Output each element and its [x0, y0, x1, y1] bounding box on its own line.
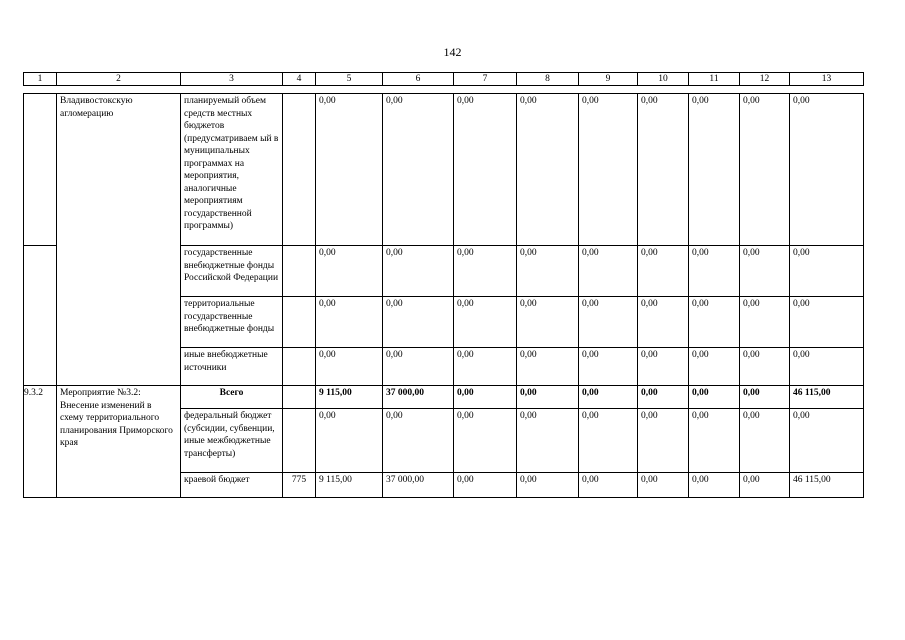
header-cell: 13 — [790, 73, 864, 86]
value-cell: 0,00 — [689, 297, 740, 348]
page-number: 142 — [443, 45, 462, 59]
value-cell: 46 115,00 — [790, 386, 864, 409]
funding-source-cell: иные внебюджетные источники — [181, 348, 283, 386]
value-cell: 0,00 — [579, 409, 638, 473]
row-number-cell — [24, 94, 57, 246]
value-cell: 37 000,00 — [383, 386, 454, 409]
row-number-cell: 9.3.2 — [24, 386, 57, 498]
budget-table — [23, 93, 864, 498]
value-cell: 0,00 — [638, 348, 689, 386]
header-cell: 6 — [383, 73, 454, 86]
header-cell: 3 — [181, 73, 283, 86]
funding-source-cell: краевой бюджет — [181, 473, 283, 498]
value-cell: 0,00 — [790, 246, 864, 297]
funding-source-cell: федеральный бюджет (субсидии, субвенции, иные межбюджетные трансферты) — [181, 409, 283, 473]
value-cell: 0,00 — [740, 297, 790, 348]
value-cell: 0,00 — [790, 409, 864, 473]
value-cell: 0,00 — [579, 473, 638, 498]
value-cell: 0,00 — [740, 473, 790, 498]
header-cell: 1 — [24, 73, 57, 86]
value-cell: 0,00 — [383, 409, 454, 473]
value-cell: 0,00 — [689, 246, 740, 297]
measure-name-cell: Владивостокскую агломерацию — [57, 94, 181, 386]
value-cell: 9 115,00 — [316, 473, 383, 498]
value-cell: 0,00 — [579, 94, 638, 246]
value-cell: 0,00 — [689, 348, 740, 386]
value-cell: 0,00 — [579, 386, 638, 409]
header-cell: 10 — [638, 73, 689, 86]
code-cell — [283, 409, 316, 473]
value-cell: 0,00 — [383, 246, 454, 297]
header-cell: 4 — [283, 73, 316, 86]
header-cell: 2 — [57, 73, 181, 86]
funding-source-total-cell: Всего — [181, 386, 283, 409]
row-number-cell — [24, 246, 57, 386]
code-cell — [283, 246, 316, 297]
header-cell: 9 — [579, 73, 638, 86]
code-cell: 775 — [283, 473, 316, 498]
value-cell: 0,00 — [579, 246, 638, 297]
value-cell: 0,00 — [790, 348, 864, 386]
value-cell: 0,00 — [689, 473, 740, 498]
value-cell: 0,00 — [638, 409, 689, 473]
value-cell: 0,00 — [454, 348, 517, 386]
value-cell: 0,00 — [454, 386, 517, 409]
column-header-table — [23, 72, 864, 86]
value-cell: 0,00 — [383, 94, 454, 246]
value-cell: 0,00 — [454, 409, 517, 473]
value-cell: 0,00 — [689, 94, 740, 246]
value-cell: 37 000,00 — [383, 473, 454, 498]
value-cell: 0,00 — [740, 246, 790, 297]
header-cell: 11 — [689, 73, 740, 86]
value-cell: 0,00 — [790, 297, 864, 348]
value-cell: 0,00 — [638, 297, 689, 348]
value-cell: 0,00 — [517, 94, 579, 246]
value-cell: 0,00 — [517, 246, 579, 297]
value-cell: 0,00 — [383, 348, 454, 386]
value-cell: 0,00 — [316, 409, 383, 473]
value-cell: 0,00 — [638, 94, 689, 246]
measure-name-cell: Мероприятие №3.2: Внесение изменений в схему территориального планирования Приморского края — [57, 386, 181, 498]
value-cell: 0,00 — [517, 473, 579, 498]
value-cell: 0,00 — [740, 348, 790, 386]
header-cell: 7 — [454, 73, 517, 86]
header-cell: 8 — [517, 73, 579, 86]
funding-source-cell: государственные внебюджетные фонды Российской Федерации — [181, 246, 283, 297]
value-cell: 0,00 — [454, 473, 517, 498]
value-cell: 0,00 — [638, 386, 689, 409]
value-cell: 0,00 — [740, 386, 790, 409]
header-cell: 12 — [740, 73, 790, 86]
value-cell: 0,00 — [316, 297, 383, 348]
value-cell: 0,00 — [454, 246, 517, 297]
value-cell: 0,00 — [454, 297, 517, 348]
value-cell: 0,00 — [689, 386, 740, 409]
header-row — [24, 73, 864, 86]
value-cell: 0,00 — [517, 386, 579, 409]
value-cell: 46 115,00 — [790, 473, 864, 498]
value-cell: 0,00 — [638, 246, 689, 297]
value-cell: 0,00 — [517, 348, 579, 386]
funding-source-cell: территориальные государственные внебюджетные фонды — [181, 297, 283, 348]
value-cell: 0,00 — [517, 297, 579, 348]
value-cell: 0,00 — [689, 409, 740, 473]
value-cell: 0,00 — [579, 348, 638, 386]
value-cell: 0,00 — [638, 473, 689, 498]
code-cell — [283, 348, 316, 386]
code-cell — [283, 297, 316, 348]
funding-source-cell: планируемый объем средств местных бюджетов (предусматриваем ый в муниципальных программах на мероприятия, аналогичные мероприятиям государственной программы) — [181, 94, 283, 246]
code-cell — [283, 94, 316, 246]
header-cell: 5 — [316, 73, 383, 86]
value-cell: 0,00 — [316, 246, 383, 297]
value-cell: 0,00 — [454, 94, 517, 246]
table-row — [24, 386, 864, 409]
value-cell: 0,00 — [316, 94, 383, 246]
table-row — [24, 94, 864, 246]
value-cell: 9 115,00 — [316, 386, 383, 409]
value-cell: 0,00 — [790, 94, 864, 246]
value-cell: 0,00 — [740, 94, 790, 246]
value-cell: 0,00 — [579, 297, 638, 348]
value-cell: 0,00 — [740, 409, 790, 473]
value-cell: 0,00 — [383, 297, 454, 348]
value-cell: 0,00 — [316, 348, 383, 386]
value-cell: 0,00 — [517, 409, 579, 473]
code-cell — [283, 386, 316, 409]
